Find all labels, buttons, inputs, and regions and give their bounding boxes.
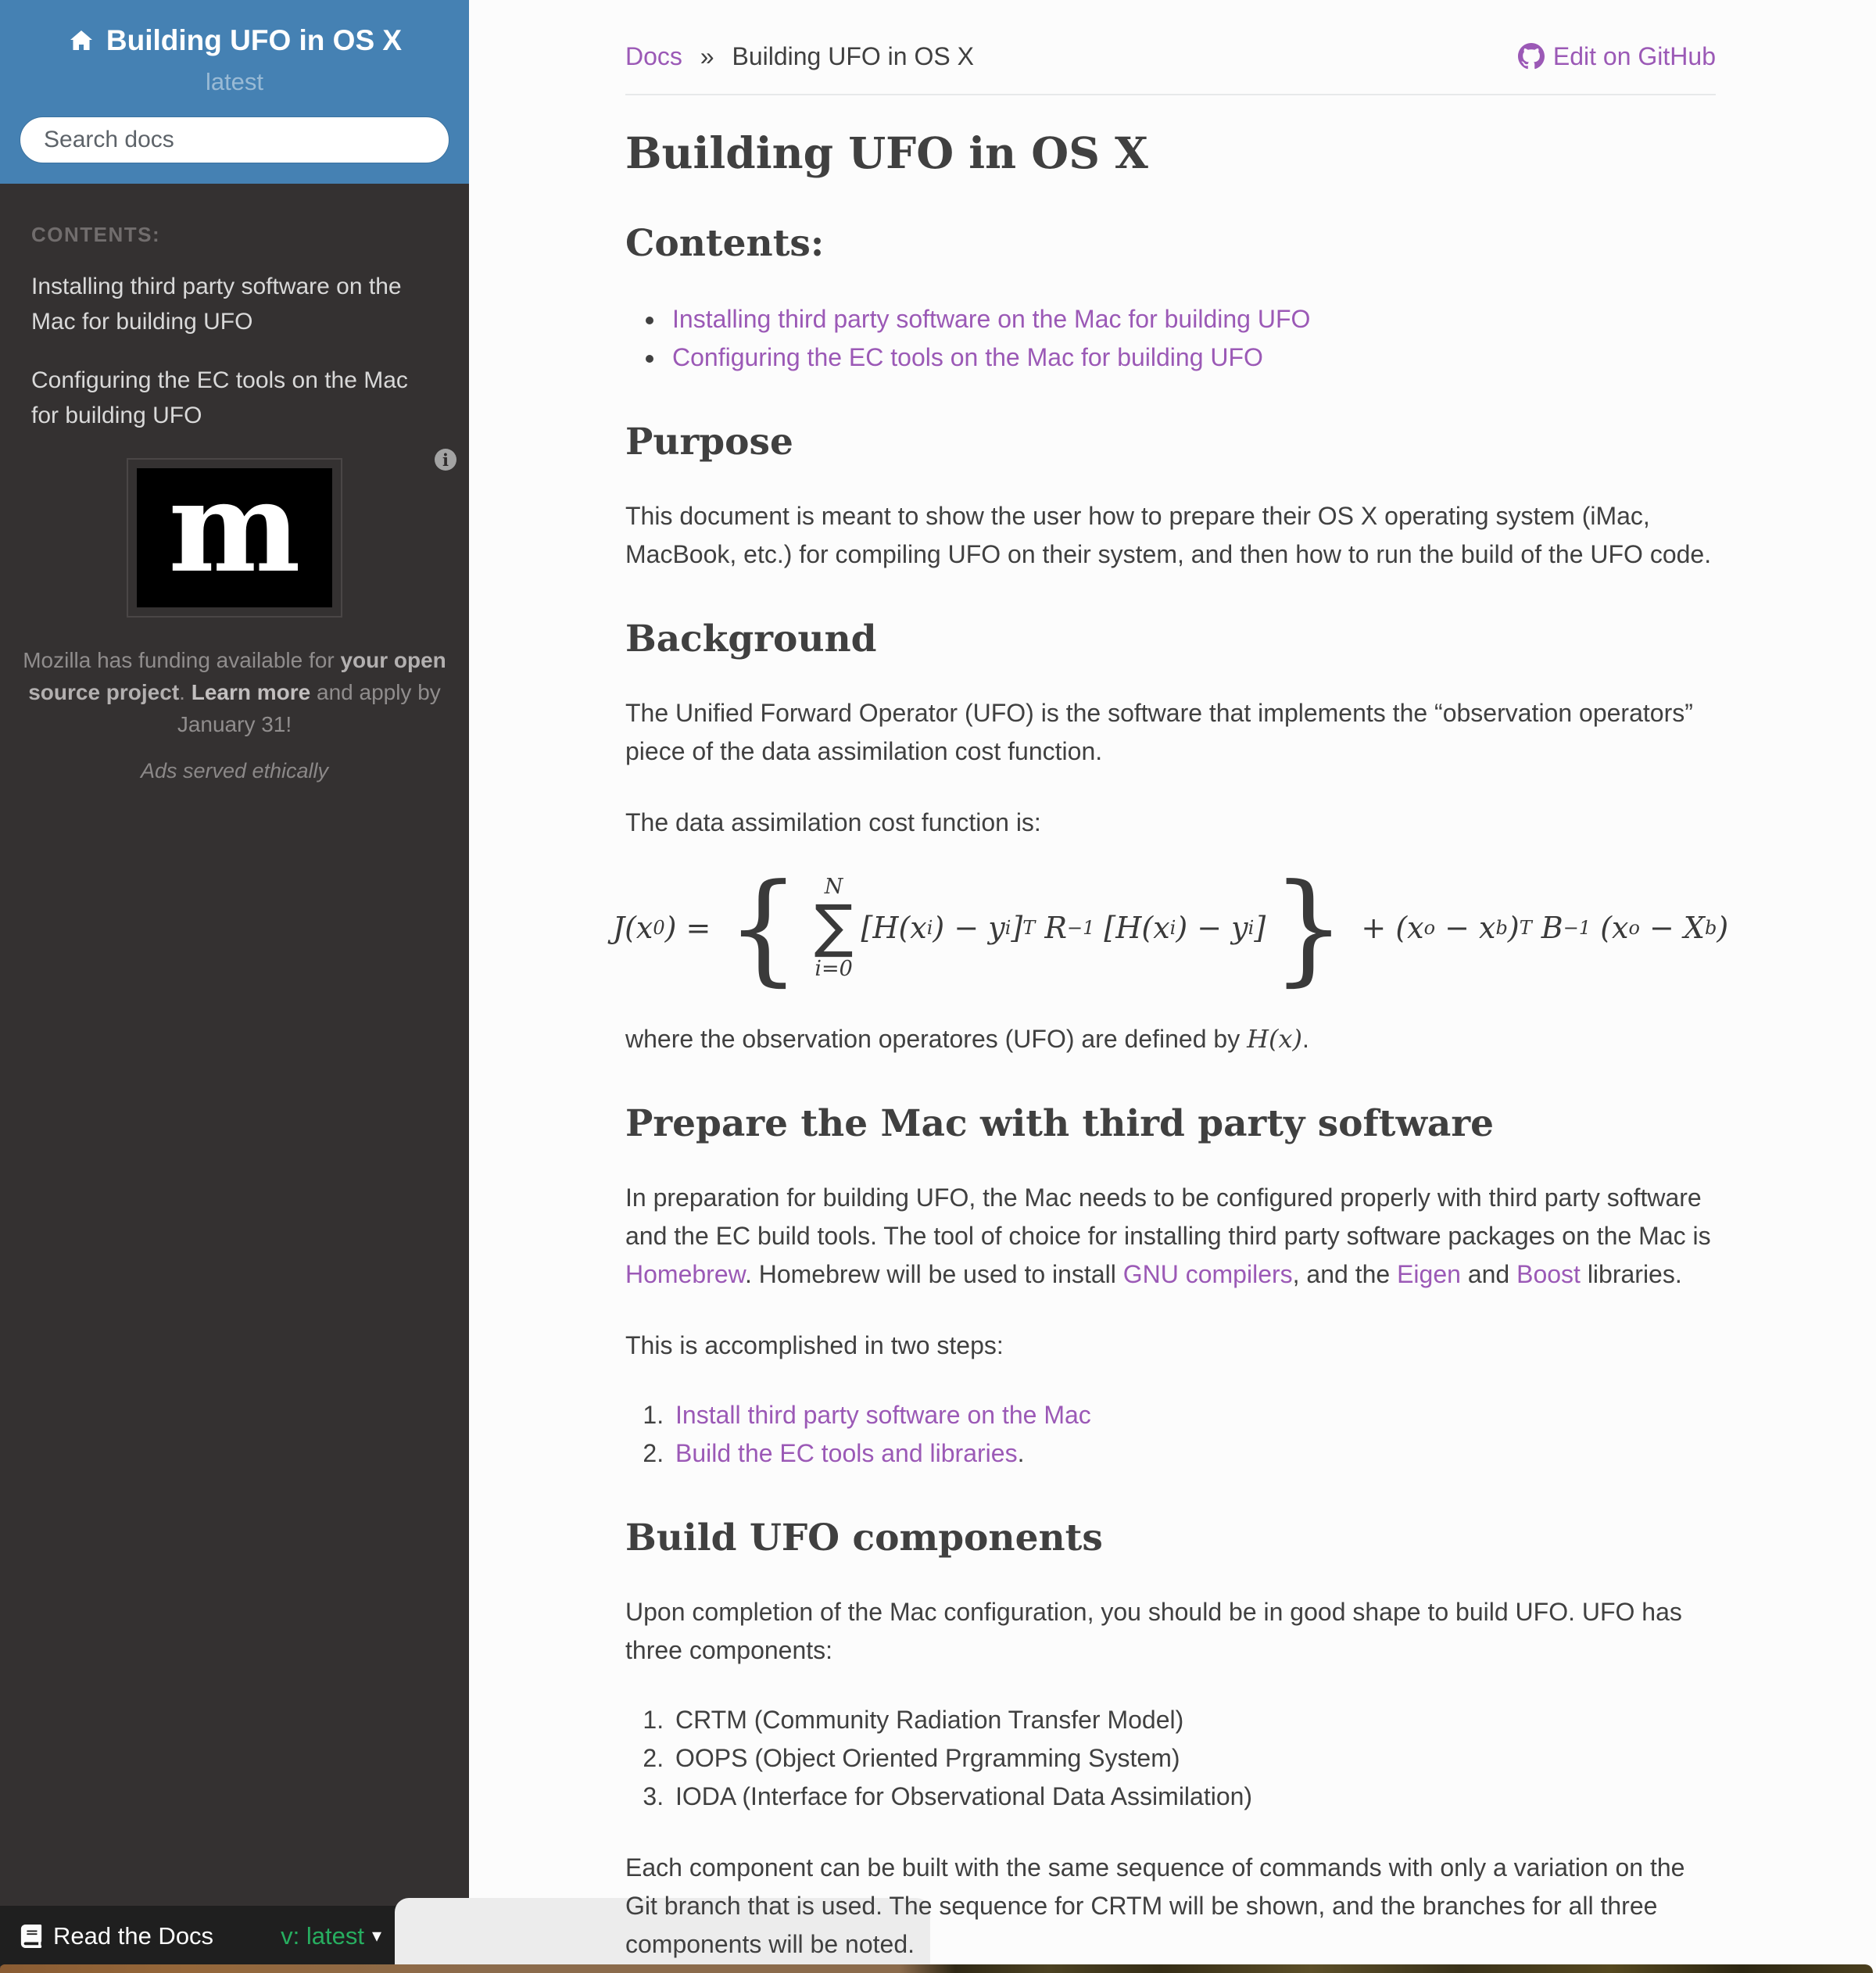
version-switcher[interactable]: v: latest ▾ (281, 1921, 381, 1950)
search-input[interactable] (20, 116, 449, 163)
sidebar-item-configuring[interactable]: Configuring the EC tools on the Mac for building UFO (31, 367, 408, 428)
step-install-link[interactable]: Install third party software on the Mac (675, 1401, 1091, 1429)
list-item (671, 1396, 1716, 1434)
breadcrumb-current: Building UFO in OS X (732, 42, 974, 70)
purpose-heading: Purpose (625, 421, 793, 464)
contents-list (666, 300, 1716, 377)
sidebar-nav-item (31, 269, 438, 339)
toc-link-configuring[interactable]: Configuring the EC tools on the Mac for building UFO (672, 343, 1263, 371)
ad-learn-more-link[interactable]: Learn more (191, 680, 311, 704)
content-topbar (625, 0, 1716, 72)
toc-link-installing[interactable]: Installing third party software on the Mac for building UFO (672, 305, 1311, 333)
page-title: Building UFO in OS X (625, 127, 1148, 178)
steps-list (671, 1396, 1716, 1473)
eigen-link[interactable]: Eigen (1397, 1260, 1461, 1288)
build-components-heading: Build UFO components (625, 1516, 1103, 1559)
partial-image-strip (0, 1964, 1873, 1973)
sidebar-header (0, 0, 469, 184)
breadcrumb (625, 41, 974, 72)
math-inline: H(x) (1247, 1024, 1302, 1054)
sidebar-nav-item (31, 363, 438, 433)
cost-function-intro: The data assimilation cost function is: (625, 808, 1041, 836)
boost-link[interactable]: Boost (1516, 1260, 1581, 1288)
cost-function-formula: J(x 0 ) = { N ∑ i=0 [H(x i ) − y i ] T R −1 [H(x i ) − y i ] } + (x o − x b ) T B −1 (x o − X b ) (612, 858, 1729, 998)
sidebar-nav (0, 269, 469, 433)
contents-caption: CONTENTS: (31, 223, 161, 246)
build-components-paragraph: Upon completion of the Mac configuration, you should be in good shape to build UFO. UFO has three components: (625, 1598, 1682, 1664)
list-item: 3. IODA (Interface for Observational Data Assimilation) (671, 1778, 1716, 1816)
sidebar (0, 0, 469, 1973)
breadcrumb-separator: » (700, 42, 714, 70)
sidebar-item-installing[interactable]: Installing third party software on the Mac for building UFO (31, 274, 402, 335)
components-list (671, 1701, 1716, 1816)
project-version: latest (205, 68, 264, 95)
edit-on-github-link[interactable]: Edit on GitHub (1518, 41, 1716, 72)
project-home-link[interactable] (67, 23, 402, 58)
list-item: 2. OOPS (Object Oriented Prgramming System) (671, 1739, 1716, 1778)
where-paragraph: where the observation operatores (UFO) are defined by H(x). (625, 1024, 1309, 1054)
ad-served-ethically: Ads served ethically (140, 759, 329, 782)
mozilla-logo: m (137, 468, 332, 607)
project-title: Building UFO in OS X (106, 24, 403, 56)
book-icon (20, 1925, 43, 1948)
chevron-down-icon: ▾ (371, 1925, 381, 1946)
closing-paragraph: Each component can be built with the same sequence of commands with only a variation on the Git branch that is used. The sequence for CRTM will be shown, and the branches for all three components will be noted. (625, 1853, 1685, 1958)
ad-bold-text: your open source project (28, 648, 446, 704)
prepare-paragraph: In preparation for building UFO, the Mac needs to be configured properly with third party software and the EC build tools. The tool of choice for installing third party software packages on the Mac is Homebrew. Homebrew will be used to install GNU compilers, and the Eigen and Boost libraries. (625, 1183, 1711, 1288)
read-the-docs-brand: Read the Docs (20, 1922, 213, 1950)
breadcrumb-docs-link[interactable]: Docs (625, 42, 682, 70)
background-paragraph: The Unified Forward Operator (UFO) is the software that implements the “observation operators” piece of the data assimilation cost function. (625, 699, 1693, 765)
sidebar-body (0, 184, 469, 1973)
header-divider (625, 94, 1716, 95)
purpose-paragraph: This document is meant to show the user how to prepare their OS X operating system (iMac, MacBook, etc.) for compiling UFO on their system, and then how to run the build of the UFO code. (625, 502, 1712, 568)
ethical-ad (0, 450, 469, 783)
gnu-compilers-link[interactable]: GNU compilers (1122, 1260, 1293, 1288)
list-item (666, 338, 1716, 377)
list-item (666, 300, 1716, 338)
ad-text: Mozilla has funding available for your open source project. Learn more and apply by January 31! (23, 648, 446, 736)
document-content (469, 0, 1876, 1973)
contents-heading: Contents: (625, 222, 825, 265)
steps-intro: This is accomplished in two steps: (625, 1331, 1004, 1359)
step-build-link[interactable]: Build the EC tools and libraries (675, 1439, 1018, 1467)
prepare-heading: Prepare the Mac with third party software (625, 1102, 1495, 1145)
ad-info-icon[interactable]: i (435, 449, 456, 471)
list-item: 1. CRTM (Community Radiation Transfer Model) (671, 1701, 1716, 1739)
list-item: 2. Build the EC tools and libraries. (671, 1434, 1716, 1473)
github-icon (1518, 43, 1545, 70)
homebrew-link[interactable]: Homebrew (625, 1260, 745, 1288)
ad-image-link[interactable] (127, 453, 342, 618)
background-heading: Background (625, 618, 877, 661)
home-icon (67, 27, 95, 55)
